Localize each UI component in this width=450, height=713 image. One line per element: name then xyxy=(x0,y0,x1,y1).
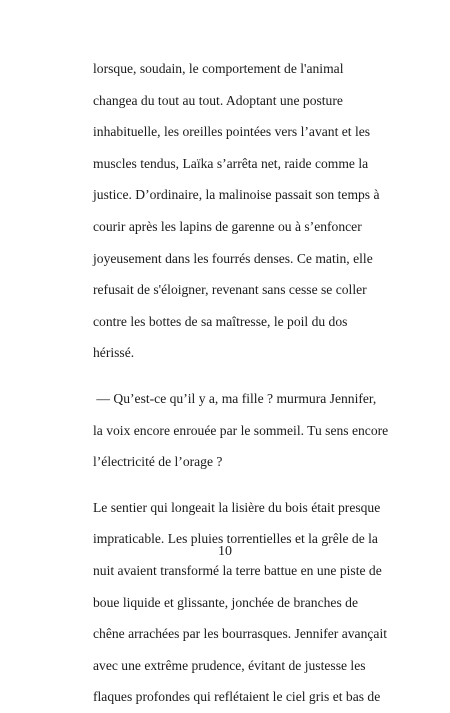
text-line: nuit avaient transformé la terre battue en une piste de xyxy=(93,562,382,578)
paragraph xyxy=(93,492,387,713)
paragraph xyxy=(93,53,378,369)
text-line: — Qu’est-ce qu’il y a, ma fille ? murmura Jennifer, xyxy=(93,390,377,406)
text-line: impraticable. Les pluies torrentielles et la grêle de la xyxy=(93,531,378,547)
text-line: la voix encore enrouée par le sommeil. Tu sens encore xyxy=(93,422,389,438)
text-line: joyeusement dans les fourrés denses. Ce matin, elle xyxy=(93,250,373,266)
text-line: courir après les lapins de garenne ou à s’enfoncer xyxy=(93,218,362,234)
text-line: contre les bottes de sa maîtresse, le poil du dos xyxy=(93,313,348,329)
text-line: inhabituelle, les oreilles pointées vers l’avant et les xyxy=(93,124,371,140)
text-line: lorsque, soudain, le comportement de l'animal xyxy=(93,61,344,76)
text-line: muscles tendus, Laïka s’arrêta net, raide comme la xyxy=(93,155,369,171)
text-line: hérissé. xyxy=(93,345,135,361)
text-line: justice. D’ordinaire, la malinoise passait son temps à xyxy=(93,187,380,203)
text-line: flaques profondes qui reflétaient le ciel gris et bas de xyxy=(93,689,381,705)
paragraph xyxy=(93,383,389,478)
text-line: refusait de s'éloigner, revenant sans cesse se coller xyxy=(93,282,367,298)
text-line: avec une extrême prudence, évitant de justesse les xyxy=(93,657,366,673)
page-number: 10 xyxy=(218,544,232,559)
text-line: l’électricité de l’orage ? xyxy=(93,454,223,470)
text-line: chêne arrachées par les bourrasques. Jennifer avançait xyxy=(93,626,387,642)
text-line: changea du tout au tout. Adoptant une posture xyxy=(93,92,343,108)
body-text xyxy=(93,53,389,713)
text-line: Le sentier qui longeait la lisière du bois était presque xyxy=(93,499,381,515)
text-line: boue liquide et glissante, jonchée de branches de xyxy=(93,594,358,610)
